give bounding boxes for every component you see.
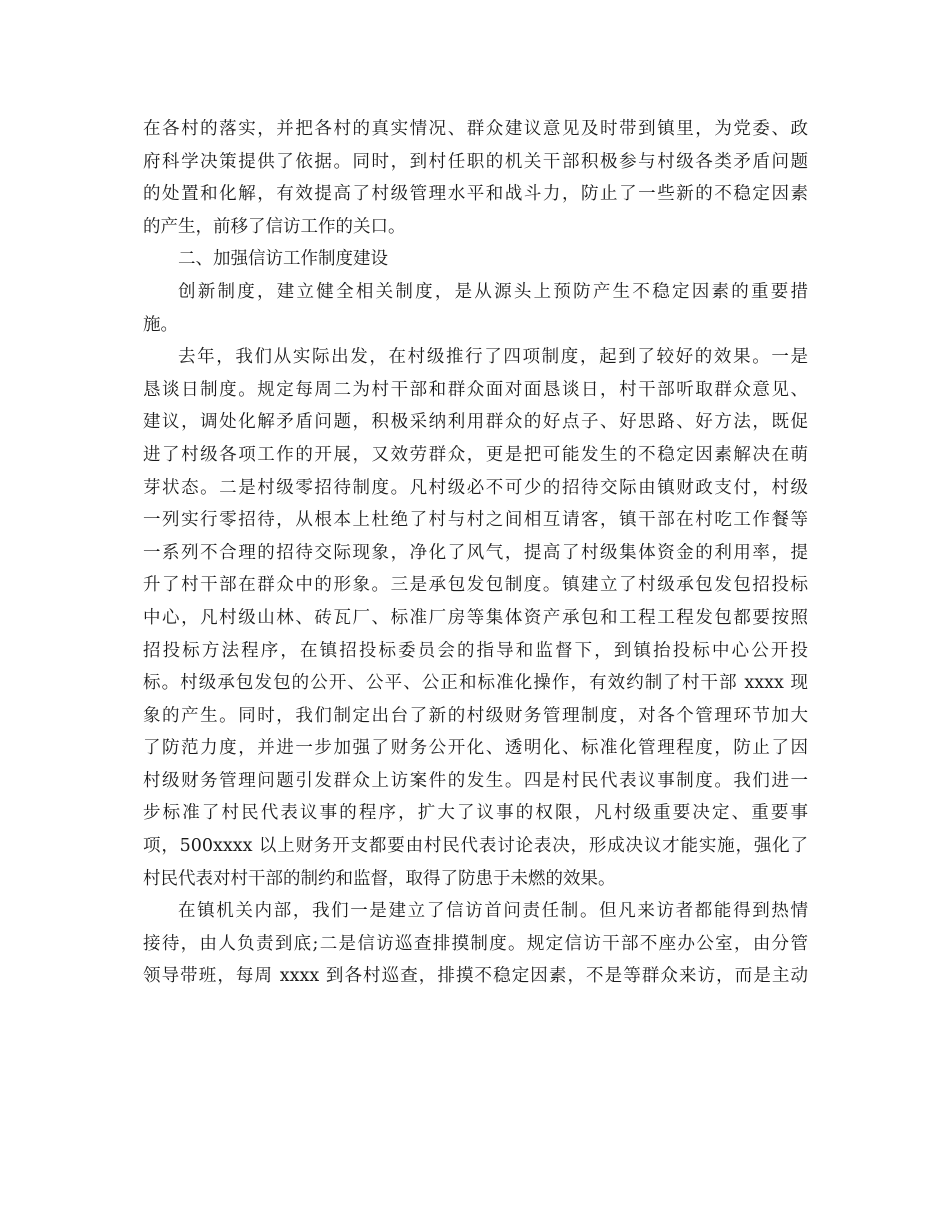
text-line: 进了村级各项工作的开展，又效劳群众，更是把可能发生的不稳定因素解决在萌 xyxy=(143,444,808,465)
text-line: 芽状态。二是村级零招待制度。凡村级必不可少的招待交际由镇财政支付，村级 xyxy=(143,477,808,498)
text-line: 步标准了村民代表议事的程序，扩大了议事的权限，凡村级重要决定、重要事 xyxy=(143,803,808,824)
text-line: 创新制度，建立健全相关制度，是从源头上预防产生不稳定因素的重要措 xyxy=(178,281,808,302)
text-line: 村民代表对村干部的制约和监督，取得了防患于未燃的效果。 xyxy=(143,868,616,889)
text-line: 升了村干部在群众中的形象。三是承包发包制度。镇建立了村级承包发包招投标 xyxy=(143,575,808,596)
document-body xyxy=(143,113,808,993)
text-line: 了防范力度，并进一步加强了财务公开化、透明化、标准化管理程度，防止了因 xyxy=(143,738,808,759)
text-line: 标。村级承包发包的公开、公平、公正和标准化操作，有效约制了村干部 xxxx 现 xyxy=(143,673,808,694)
text-line: 府科学决策提供了依据。同时，到村任职的机关干部积极参与村级各类矛盾问题 xyxy=(143,151,808,172)
text-line: 的产生，前移了信访工作的关口。 xyxy=(143,216,406,237)
text-line: 招投标方法程序，在镇招投标委员会的指导和监督下，到镇抬投标中心公开投 xyxy=(143,640,808,661)
text-line: 领导带班，每周 xxxx 到各村巡查，排摸不稳定因素，不是等群众来访，而是主动 xyxy=(143,966,808,987)
text-line: 去年，我们从实际出发，在村级推行了四项制度，起到了较好的效果。一是 xyxy=(178,347,808,368)
text-line: 二、加强信访工作制度建设 xyxy=(178,249,388,270)
text-line: 接待，由人负责到底;二是信访巡查排摸制度。规定信访干部不座办公室，由分管 xyxy=(143,933,808,954)
text-line: 村级财务管理问题引发群众上访案件的发生。四是村民代表议事制度。我们进一 xyxy=(143,770,808,791)
text-line: 在镇机关内部，我们一是建立了信访首问责任制。但凡来访者都能得到热情 xyxy=(178,901,808,922)
text-line: 中心，凡村级山林、砖瓦厂、标准厂房等集体资产承包和工程工程发包都要按照 xyxy=(143,607,808,628)
text-line: 项，500xxxx 以上财务开支都要由村民代表讨论表决，形成决议才能实施，强化了 xyxy=(143,836,808,857)
text-line: 建议，调处化解矛盾问题，积极采纳利用群众的好点子、好思路、好方法，既促 xyxy=(143,412,808,433)
text-line: 恳谈日制度。规定每周二为村干部和群众面对面恳谈日，村干部听取群众意见、 xyxy=(143,379,808,400)
text-line: 一列实行零招待，从根本上杜绝了村与村之间相互请客，镇干部在村吃工作餐等 xyxy=(143,510,808,531)
text-line: 一系列不合理的招待交际现象，净化了风气，提高了村级集体资金的利用率，提 xyxy=(143,542,808,563)
text-line: 的处置和化解，有效提高了村级管理水平和战斗力，防止了一些新的不稳定因素 xyxy=(143,184,808,205)
text-line: 施。 xyxy=(143,314,178,335)
text-line: 象的产生。同时，我们制定出台了新的村级财务管理制度，对各个管理环节加大 xyxy=(143,705,808,726)
text-line: 在各村的落实，并把各村的真实情况、群众建议意见及时带到镇里，为党委、政 xyxy=(143,119,808,139)
